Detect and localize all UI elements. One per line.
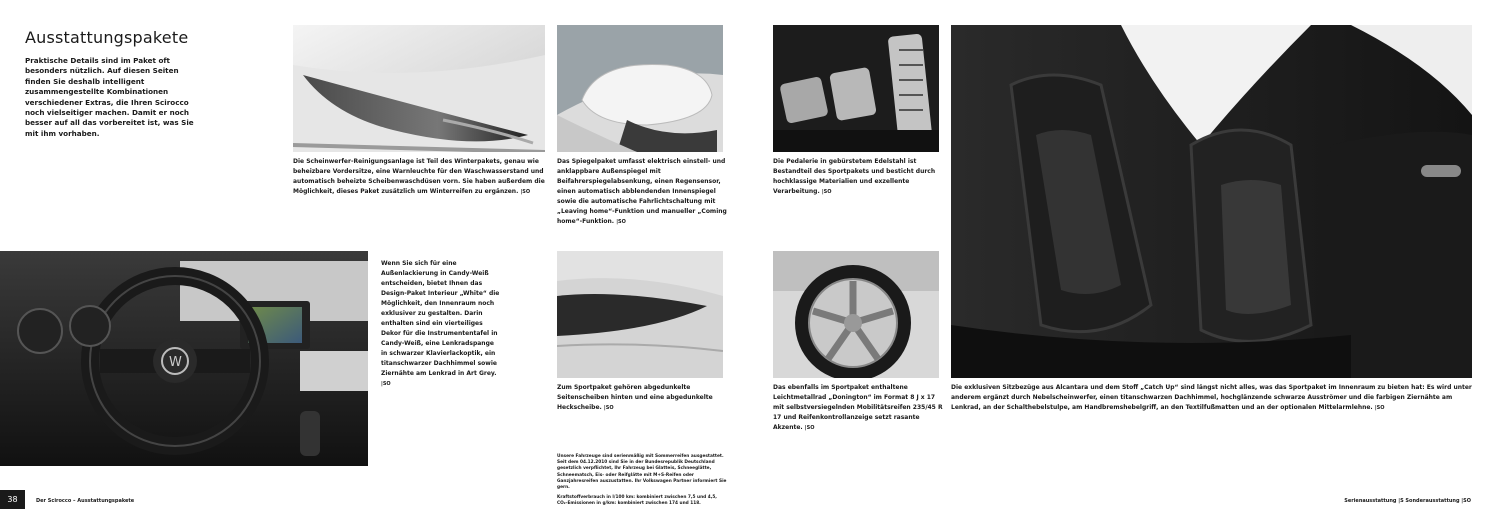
mirror-caption [557,157,727,227]
svg-text:W: W [169,355,182,370]
page-number: 38 [0,490,25,509]
interior-caption-text: Wenn Sie sich für eine Außenlackierung in Candy-Weiß entscheiden, bietet Ihnen das Design-Paket Interieur „White“ die Möglichkeit, den Innenraum noch exklusiver zu gestalten. Darin enthalten sind ein vierteiliges Dekor für die Instrumententafel in Candy-Weiß, eine Lenkradspange in schwarzer Klavierlackoptik, ein titanschwarzer Dachhimmel sowie Ziernähte am Lenkrad in Art Grey. [381,260,500,377]
page-title: Ausstattungspakete [25,28,189,47]
seats-caption-text: Die exklusiven Sitzbezüge aus Alcantara und dem Stoff „Catch Up“ sind längst nicht alles, was das Sportpaket im Innenraum zu bieten hat: Es wird unter anderem ergänzt durch Nebelscheinwerfer, einen titanschwarzen Dachhimmel, hochglänzende schwarze Ausströmer und die farbigen Ziernähte am Lenkrad, an der Schalthebelstulpe, am Handbremshebelgriff, an den Textilfußmatten und an der optionalen Mittelarmlehne. [951,384,1472,411]
wheel-caption-tag: |SO [804,425,815,431]
interior-caption-tag: |SO [381,381,391,387]
seats-caption-tag: |SO [1374,405,1385,411]
interior-photo [0,251,368,466]
seats-photo [951,25,1472,378]
wheel-photo [773,251,939,378]
interior-caption [381,259,501,389]
headlight-caption-tag: |SO [520,189,531,195]
pedals-caption-text: Die Pedalerie in gebürstetem Edelstahl ist Bestandteil des Sportpakets und besticht durch hochklassige Materialien und exzellente Verarbeitung. [773,158,936,195]
headlight-caption [293,157,549,197]
pedals-caption [773,157,943,197]
rear-window-photo [557,251,723,378]
mirror-caption-tag: |SO [616,219,626,225]
wheel-caption-text: Das ebenfalls im Sportpaket enthaltene Leichtmetallrad „Donington“ im Format 8 J x 17 mit selbstversiegelnden Mobilitätsreifen 235/45 R 17 und Reifenkontrollanzeige setzt rasante Akzente. [773,384,943,431]
footer-right-text: Serienausstattung |S Sonderausstattung |SO [1344,498,1471,504]
seats-caption [951,383,1472,413]
legal-fuel-consumption: Kraftstoffverbrauch in l/100 km: kombiniert zwischen 7,5 und 4,5, CO₂-Emissionen in g/km: kombiniert zwischen 174 und 118. [557,495,717,507]
legal-winter-tires: Unsere Fahrzeuge sind serienmäßig mit Sommerreifen ausgestattet. Seit dem 04.12.2010 sind Sie in der Bundesrepublik Deutschland gesetzlich verpflichtet, Ihr Fahrzeug bei Glatteis, Schneeglätte, Schneematsch, Eis- oder Reifglätte mit M+S-Reifen oder Ganzjahresreifen auszustatten. Ihr Volkswagen Partner informiert Sie gern. [557,454,727,491]
footer-left-text: Der Scirocco – Ausstattungspakete [36,498,135,504]
headlight-photo [293,25,545,152]
mirror-photo [557,25,723,152]
pedals-caption-tag: |SO [821,189,832,195]
intro-text: Praktische Details sind im Paket oft besonders nützlich. Auf diesen Seiten finden Sie deshalb intelligent zusammengestellte Kombinationen verschiedener Extras, die Ihren Scirocco noch vielseitiger machen. Damit er noch besser auf all das vorbereitet ist, was Sie mit ihm vorhaben. [25,56,194,138]
mirror-caption-text: Das Spiegelpaket umfasst elektrisch einstell- und anklappbare Außenspiegel mit Beifahrerspiegelabsenkung, einen Regensensor, einen automatisch abblendenden Innenspiegel sowie die automatische Fahrlichtschaltung mit „Leaving home“-Funktion und manueller „Coming home“-Funktion. [557,158,727,225]
headlight-caption-text: Die Scheinwerfer-Reinigungsanlage ist Teil des Winterpakets, genau wie beheizbare Vordersitze, eine Warnleuchte für den Waschwasserstand und automatisch beheizte Scheibenwaschdüsen vorn. Sie haben außerdem die Möglichkeit, dieses Paket zusätzlich um Winterreifen zu ergänzen. [293,158,545,195]
legal-notes [557,454,727,512]
window-caption-tag: |SO [603,405,614,411]
window-caption-text: Zum Sportpaket gehören abgedunkelte Seitenscheiben hinten und eine abgedunkelte Heckscheibe. [557,384,713,411]
window-caption [557,383,727,413]
pedals-photo [773,25,939,152]
wheel-caption [773,383,943,433]
